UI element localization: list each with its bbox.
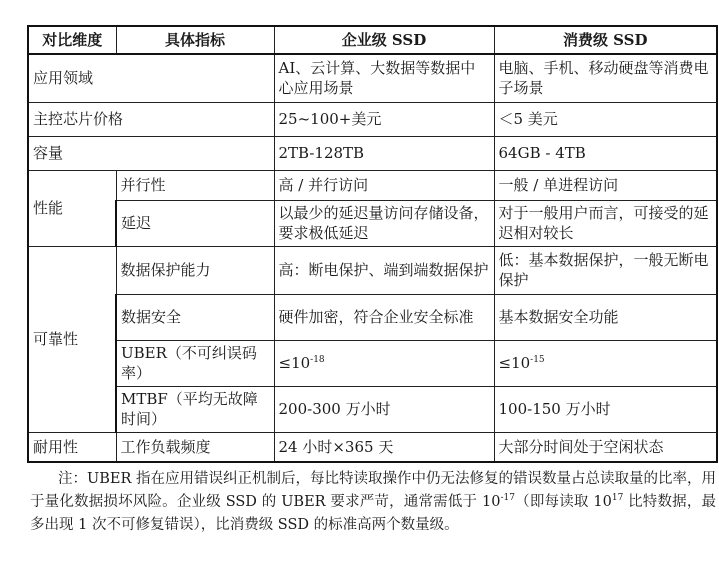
enterprise-cell: 高：断电保护、端到端数据保护 <box>274 246 494 294</box>
consumer-cell: 64GB - 4TB <box>494 136 717 170</box>
row-capacity <box>28 136 717 170</box>
metric-cell: 数据保护能力 <box>116 246 274 294</box>
header-enterprise-ssd: 企业级 SSD <box>274 26 494 54</box>
footnote-exponent-2: 17 <box>611 493 624 504</box>
footnote-exponent-1: -17 <box>500 493 515 504</box>
uber-consumer-base: ≤10 <box>498 354 531 372</box>
row-reliability-protection <box>28 246 717 294</box>
consumer-cell: ＜5 美元 <box>494 102 717 136</box>
dimension-cell: 主控芯片价格 <box>28 102 274 136</box>
metric-cell: MTBF（平均无故障时间） <box>116 386 274 432</box>
enterprise-cell: 以最少的延迟量访问存储设备，要求极低延迟 <box>274 200 494 246</box>
row-application <box>28 54 717 102</box>
dimension-cell: 容量 <box>28 136 274 170</box>
footnote <box>30 468 716 537</box>
consumer-cell: 对于一般用户而言，可接受的延迟相对较长 <box>494 200 717 246</box>
row-reliability-mtbf <box>28 386 717 432</box>
dimension-cell: 性能 <box>28 170 116 246</box>
row-performance-parallel <box>28 170 717 200</box>
comparison-table <box>27 25 718 463</box>
metric-cell: 并行性 <box>116 170 274 200</box>
row-reliability-security <box>28 294 717 340</box>
enterprise-cell: 25~100+美元 <box>274 102 494 136</box>
uber-consumer-exponent: -15 <box>530 355 545 365</box>
metric-cell: 工作负载频度 <box>116 432 274 462</box>
enterprise-cell: 高 / 并行访问 <box>274 170 494 200</box>
header-metric: 具体指标 <box>116 26 274 54</box>
consumer-cell: 100-150 万小时 <box>494 386 717 432</box>
uber-enterprise-exponent: -18 <box>310 355 325 365</box>
footnote-text-2: （即每读取 10 <box>514 494 612 510</box>
header-consumer-ssd: 消费级 SSD <box>494 26 717 54</box>
enterprise-cell: 24 小时×365 天 <box>274 432 494 462</box>
enterprise-cell <box>274 340 494 386</box>
consumer-cell: 大部分时间处于空闲状态 <box>494 432 717 462</box>
consumer-cell: 低：基本数据保护，一般无断电保护 <box>494 246 717 294</box>
enterprise-cell: AI、云计算、大数据等数据中心应用场景 <box>274 54 494 102</box>
consumer-cell: 一般 / 单进程访问 <box>494 170 717 200</box>
dimension-cell: 应用领域 <box>28 54 274 102</box>
row-price <box>28 102 717 136</box>
enterprise-cell: 200-300 万小时 <box>274 386 494 432</box>
consumer-cell: 基本数据安全功能 <box>494 294 717 340</box>
footnote-text-3: 比特数据，最多出现 1 次不可修复错误），比消费级 SSD 的标准高两个数量级。 <box>30 494 717 533</box>
consumer-cell: 电脑、手机、移动硬盘等消费电子场景 <box>494 54 717 102</box>
enterprise-cell: 硬件加密，符合企业安全标准 <box>274 294 494 340</box>
metric-cell: UBER（不可纠误码率） <box>116 340 274 386</box>
uber-enterprise-base: ≤10 <box>278 354 311 372</box>
footnote-text-1: 注：UBER 指在应用错误纠正机制后，每比特读取操作中仍无法修复的错误数量占总读取量的比率，用于量化数据损坏风险。企业级 SSD 的 UBER 要求严苛，通常需低于 10 <box>30 471 716 510</box>
dimension-cell: 可靠性 <box>28 246 116 432</box>
row-performance-latency <box>28 200 717 246</box>
consumer-cell <box>494 340 717 386</box>
metric-cell: 数据安全 <box>116 294 274 340</box>
header-dimension: 对比维度 <box>28 26 116 54</box>
header-row <box>28 26 717 54</box>
row-reliability-uber <box>28 340 717 386</box>
enterprise-cell: 2TB-128TB <box>274 136 494 170</box>
dimension-cell: 耐用性 <box>28 432 116 462</box>
row-durability <box>28 432 717 462</box>
metric-cell: 延迟 <box>116 200 274 246</box>
